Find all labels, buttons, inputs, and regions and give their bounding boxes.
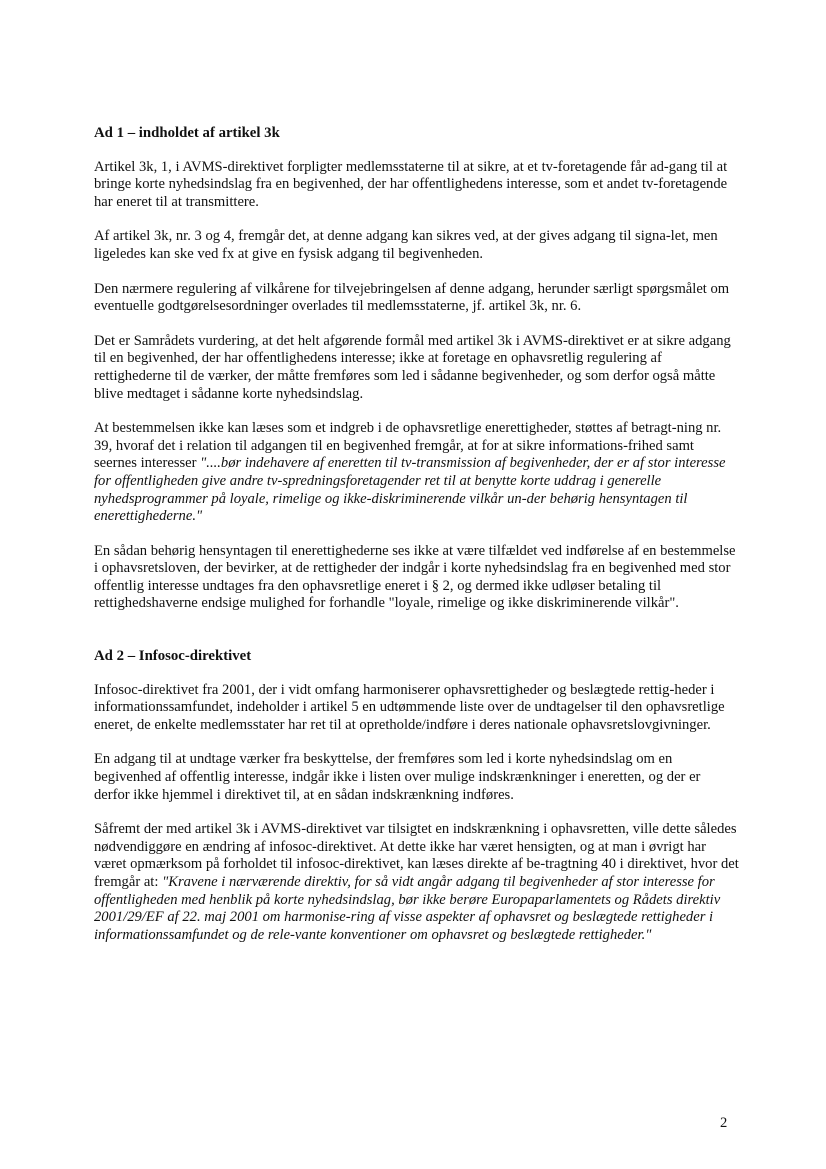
paragraph-text: Såfremt der med artikel 3k i AVMS-direktivet var tilsigtet en indskrænkning i ophavsretten, ville dette således nødvendiggøre en ændring af infosoc-direktivet. At dette ikke har været hensigten, og at man i øvrigt har været opmærksom på forholdet til infosoc-direktivet, kan læses direkte af be-tragtning 40 i direktivet, hvor det fremgår at: xyxy=(94,821,739,890)
paragraph-text: En adgang til at undtage værker fra beskyttelse, der fremføres som led i korte nyhedsindslag om en begivenhed af offentlig interesse, indgår ikke i listen over mulige indskrænkninger i eneretten, og der er derfor ikke hjemmel i direktivet til, at en sådan indskrænkning indføres. xyxy=(94,751,701,803)
paragraph xyxy=(94,420,739,526)
document-page xyxy=(94,125,739,961)
paragraph-text: En sådan behørig hensyntagen til enerettighederne ses ikke at være tilfældet ved indførelse af en bestemmelse i ophavsretsloven, der bevirker, at de rettigheder der indgår i korte nyhedsindslag fra en begivenhed med stor offentlig interesse undtages fra den ophavsretlige eneret i § 2, og dermed ikke udløser betaling til rettighedshaverne endsige mulighed for forhandle "loyale, rimelige og ikke diskriminerende vilkår". xyxy=(94,542,736,612)
paragraph xyxy=(94,228,739,263)
section-heading-2: Ad 2 – Infosoc-direktivet xyxy=(94,648,252,665)
paragraph xyxy=(94,333,739,403)
section-heading-1: Ad 1 – indholdet af artikel 3k xyxy=(94,125,280,141)
paragraph-text: Den nærmere regulering af vilkårene for tilvejebringelsen af denne adgang, herunder særligt spørgsmålet om eventuelle godtgørelsesordninger overlades til medlemsstaterne, jf. artikel 3k, nr. 6. xyxy=(94,280,730,315)
paragraph xyxy=(94,281,739,316)
quoted-recital: "....bør indehavere af eneretten til tv-transmission af begivenheder, der er af stor interesse for offentligheden give andre tv-spredningsforetagender ret til at benytte korte uddrag i generelle nyhedsprogrammer på loyale, rimelige og ikke-diskriminerende vilkår un-der behørig hensyntagen til enerettighederne." xyxy=(94,455,726,525)
quoted-recital: "Kravene i nærværende direktiv, for så vidt angår adgang til begivenheder af stor interesse for offentligheden med henblik på korte nyhedsindslag, bør ikke berøre Europaparlamentets og Rådets direktiv 2001/29/EF af 22. maj 2001 om harmonise-ring af visse aspekter af ophavsret og beslægtede rettigheder i informationssamfundet og de rele-vante konventioner om ophavsret og beslægtede rettigheder." xyxy=(94,874,721,943)
paragraph-text: Af artikel 3k, nr. 3 og 4, fremgår det, at denne adgang kan sikres ved, at der gives adgang til signa-let, men ligeledes kan ske ved fx at give en fysisk adgang til begivenheden. xyxy=(94,228,718,262)
paragraph xyxy=(94,159,739,212)
paragraph-text: Artikel 3k, 1, i AVMS-direktivet forpligter medlemsstaterne til at sikre, at et tv-foretagende får ad-gang til at bringe korte nyhedsindslag fra en begivenhed, der har offentlighedens interesse, som et andet tv-foretagende har eneret til at transmittere. xyxy=(94,158,728,210)
paragraph xyxy=(94,821,739,944)
paragraph xyxy=(94,682,739,735)
paragraph xyxy=(94,751,739,804)
paragraph xyxy=(94,543,739,613)
page-number: 2 xyxy=(720,1115,728,1131)
paragraph-text: At bestemmelsen ikke kan læses som et indgreb i de ophavsretlige enerettigheder, støttes af betragt-ning nr. 39, hvoraf det i relation til adgangen til en begivenhed fremgår, at for at sikre informations-frihed samt seernes interesser xyxy=(94,420,722,472)
paragraph-text: Infosoc-direktivet fra 2001, der i vidt omfang harmoniserer ophavsrettigheder og beslægtede rettig-heder i informationssamfundet, indeholder i artikel 5 en udtømmende liste over de undtagelser til den ophavsretlige eneret, de enkelte medlemsstater har ret til at opretholde/indføre i deres nationale ophavsretslovgivninger. xyxy=(94,681,725,733)
paragraph-text: Det er Samrådets vurdering, at det helt afgørende formål med artikel 3k i AVMS-direktivet er at sikre adgang til en begivenhed, der har offentlighedens interesse; ikke at foretage en ophavsretlig regulering af rettighederne til de værker, der måtte fremføres som led i sådanne begivenheder, og som derfor også måtte blive medtaget i sådanne korte nyhedsindslag. xyxy=(94,332,731,402)
